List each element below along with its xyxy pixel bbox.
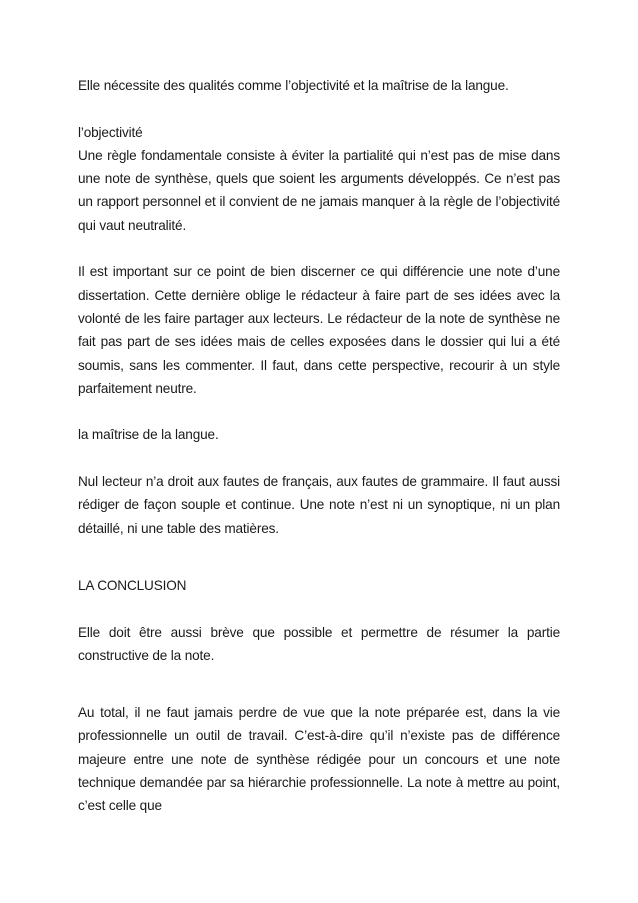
paragraph-dissertation-difference: Il est important sur ce point de bien discerner ce qui différencie une note d’une dissertation. Cette dernière oblige le rédacteur à faire part de ses idées avec la volonté de les faire partager aux lecteurs. Le rédacteur de la note de synthèse ne fait pas part de ses idées mais de celles exposées dans le dossier qui lui a été soumis, sans les commenter. Il faut, dans cette perspective, recourir à un style parfaitement neutre. — [78, 264, 560, 396]
paragraph-spacer — [78, 540, 560, 574]
paragraph-objectivite-rule: Une règle fondamentale consiste à éviter la partialité qui n’est pas de mise dans une note de synthèse, quels que soient les arguments développés. Ce n’est pas un rapport personnel et il convient de ne jamais manquer à la règle de l’objectivité qui vaut neutralité. — [78, 147, 560, 233]
heading-objectivite: l’objectivité — [78, 124, 143, 140]
paragraph-spacer — [78, 97, 560, 120]
heading-conclusion: LA CONCLUSION — [78, 577, 187, 593]
heading-maitrise-langue: la maîtrise de la langue. — [78, 427, 219, 443]
paragraph-spacer — [78, 447, 560, 470]
paragraph-spacer — [78, 667, 560, 701]
paragraph-conclusion: Elle doit être aussi brève que possible et permettre de résumer la partie constructive de la note. — [78, 624, 560, 663]
paragraph-spacer — [78, 237, 560, 260]
paragraph-fautes: Nul lecteur n’a droit aux fautes de français, aux fautes de grammaire. Il faut aussi rédiger de façon souple et continue. Une note n’est ni un synoptique, ni un plan détaillé, ni une table des matières. — [78, 474, 560, 536]
paragraph-intro: Elle nécessite des qualités comme l’objectivité et la maîtrise de la langue. — [78, 78, 509, 93]
document-body — [78, 74, 560, 818]
paragraph-au-total: Au total, il ne faut jamais perdre de vue que la note préparée est, dans la vie professionnelle un outil de travail. C’est-à-dire qu’il n’existe pas de différence majeure entre une note de synthèse rédigée pour un concours et une note technique demandée par sa hiérarchie professionnelle. La note à mettre au point, c’est celle que — [78, 705, 560, 814]
paragraph-spacer — [78, 597, 560, 620]
paragraph-spacer — [78, 400, 560, 423]
